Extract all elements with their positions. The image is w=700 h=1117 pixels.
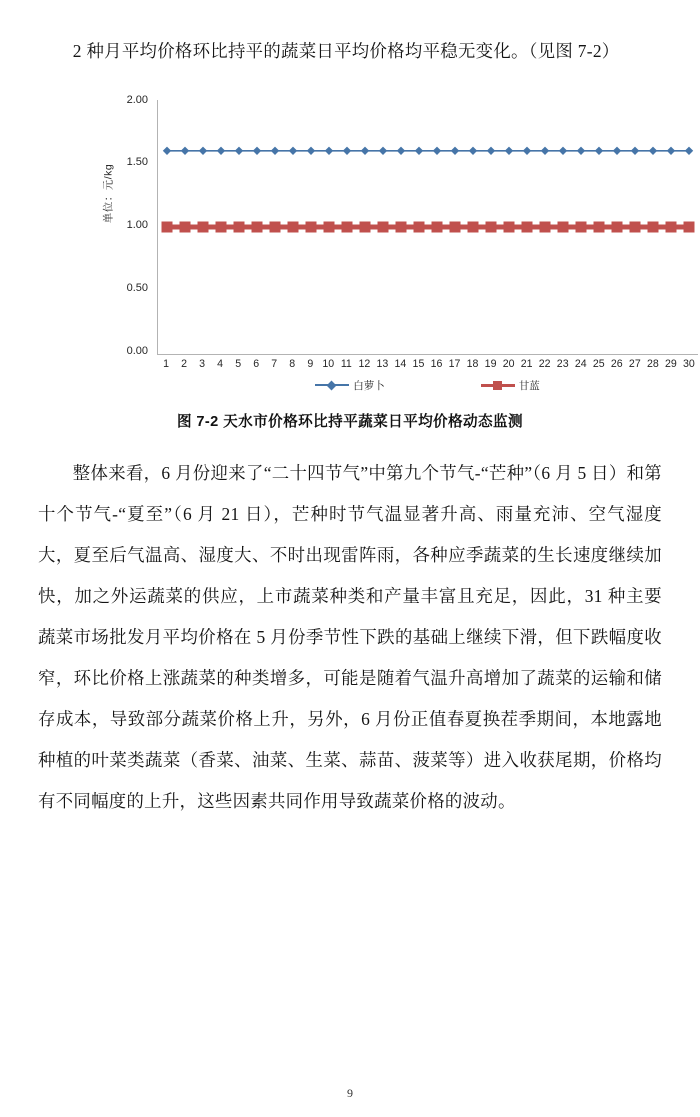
x-tick-label: 18 bbox=[466, 357, 479, 370]
x-tick-label: 9 bbox=[307, 357, 314, 370]
x-tick-label: 13 bbox=[376, 357, 389, 370]
legend-label: 白萝卜 bbox=[353, 379, 385, 392]
x-tick-label: 2 bbox=[181, 357, 187, 370]
x-tick-label: 5 bbox=[235, 357, 242, 370]
y-tick-label: 0.50 bbox=[126, 281, 148, 294]
y-tick-label: 1.00 bbox=[126, 219, 148, 232]
page-number: 9 bbox=[347, 1086, 353, 1101]
x-tick-label: 30 bbox=[683, 357, 695, 370]
y-axis-title: 单位：元/kg bbox=[102, 163, 115, 224]
x-tick-label: 12 bbox=[358, 357, 371, 370]
x-tick-label: 10 bbox=[322, 357, 335, 370]
intro-paragraph: 2 种月平均价格环比持平的蔬菜日平均价格均平稳无变化。（见图 7-2） bbox=[72, 41, 620, 62]
y-tick-label: 1.50 bbox=[126, 156, 148, 169]
plot-area bbox=[157, 100, 698, 355]
series-plot bbox=[158, 100, 698, 354]
x-tick-label: 8 bbox=[289, 357, 296, 370]
x-tick-label: 20 bbox=[502, 357, 515, 370]
x-tick-label: 4 bbox=[217, 357, 224, 370]
x-tick-label: 25 bbox=[592, 357, 605, 370]
x-tick-label: 21 bbox=[520, 357, 533, 370]
x-tick-label: 16 bbox=[430, 357, 443, 370]
x-tick-label: 3 bbox=[199, 357, 206, 370]
x-tick-label: 23 bbox=[556, 357, 569, 370]
chart-legend bbox=[157, 378, 698, 393]
figure-caption: 图 7-2 天水市价格环比持平蔬菜日平均价格动态监测 bbox=[176, 413, 524, 430]
y-tick-label: 0.00 bbox=[126, 344, 148, 357]
x-tick-label: 29 bbox=[664, 357, 677, 370]
y-tick-label: 2.00 bbox=[126, 93, 148, 106]
x-tick-label: 7 bbox=[271, 357, 278, 370]
x-tick-label: 24 bbox=[574, 357, 587, 370]
x-axis-tick-labels bbox=[157, 358, 698, 370]
x-tick-label: 22 bbox=[538, 357, 551, 370]
legend-label: 甘蓝 bbox=[518, 379, 540, 392]
x-tick-label: 11 bbox=[340, 357, 352, 370]
x-tick-label: 15 bbox=[412, 357, 425, 370]
x-tick-label: 26 bbox=[610, 357, 623, 370]
x-tick-label: 6 bbox=[253, 357, 260, 370]
x-tick-label: 14 bbox=[394, 357, 407, 370]
chart-canvas bbox=[58, 90, 695, 392]
body-paragraph: 整体来看，6 月份迎来了“二十四节气”中第九个节气-“芒种”（6 月 5 日）和第十个节气-“夏至”（6 月 21 日），芒种时节气温显著升高、雨量充沛、空气湿度大，夏至后气温高、湿度大、不时出现雷阵雨，各种应季蔬菜的生长速度继续加快，加之外运蔬菜的供应，上市蔬菜种类和产量丰富且充足，因此，31 种主要蔬菜市场批发月平均价格在 5 月份季节性下跌的基础上继续下滑，但下跌幅度收窄，环比价格上涨蔬菜的种类增多，可能是随着气温升高增加了蔬菜的运输和储存成本，导致部分蔬菜价格上升，另外，6 月份正值春夏换茬季期间，本地露地种植的叶菜类蔬菜（香菜、油菜、生菜、蒜苗、菠菜等）进入收获尾期，价格均有不同幅度的上升，这些因素共同作用导致蔬菜价格的波动。 bbox=[38, 462, 662, 811]
x-tick-label: 17 bbox=[448, 357, 461, 370]
legend-swatch-line-icon bbox=[481, 380, 515, 390]
document-page bbox=[0, 17, 700, 1117]
x-tick-label: 28 bbox=[646, 357, 659, 370]
legend-item-series-1 bbox=[481, 378, 540, 393]
x-tick-label: 1 bbox=[163, 357, 169, 370]
x-tick-label: 27 bbox=[628, 357, 641, 370]
legend-item-series-0 bbox=[315, 378, 385, 393]
figure-chart bbox=[38, 90, 695, 392]
legend-swatch-line-icon bbox=[315, 380, 349, 390]
x-tick-label: 19 bbox=[484, 357, 497, 370]
